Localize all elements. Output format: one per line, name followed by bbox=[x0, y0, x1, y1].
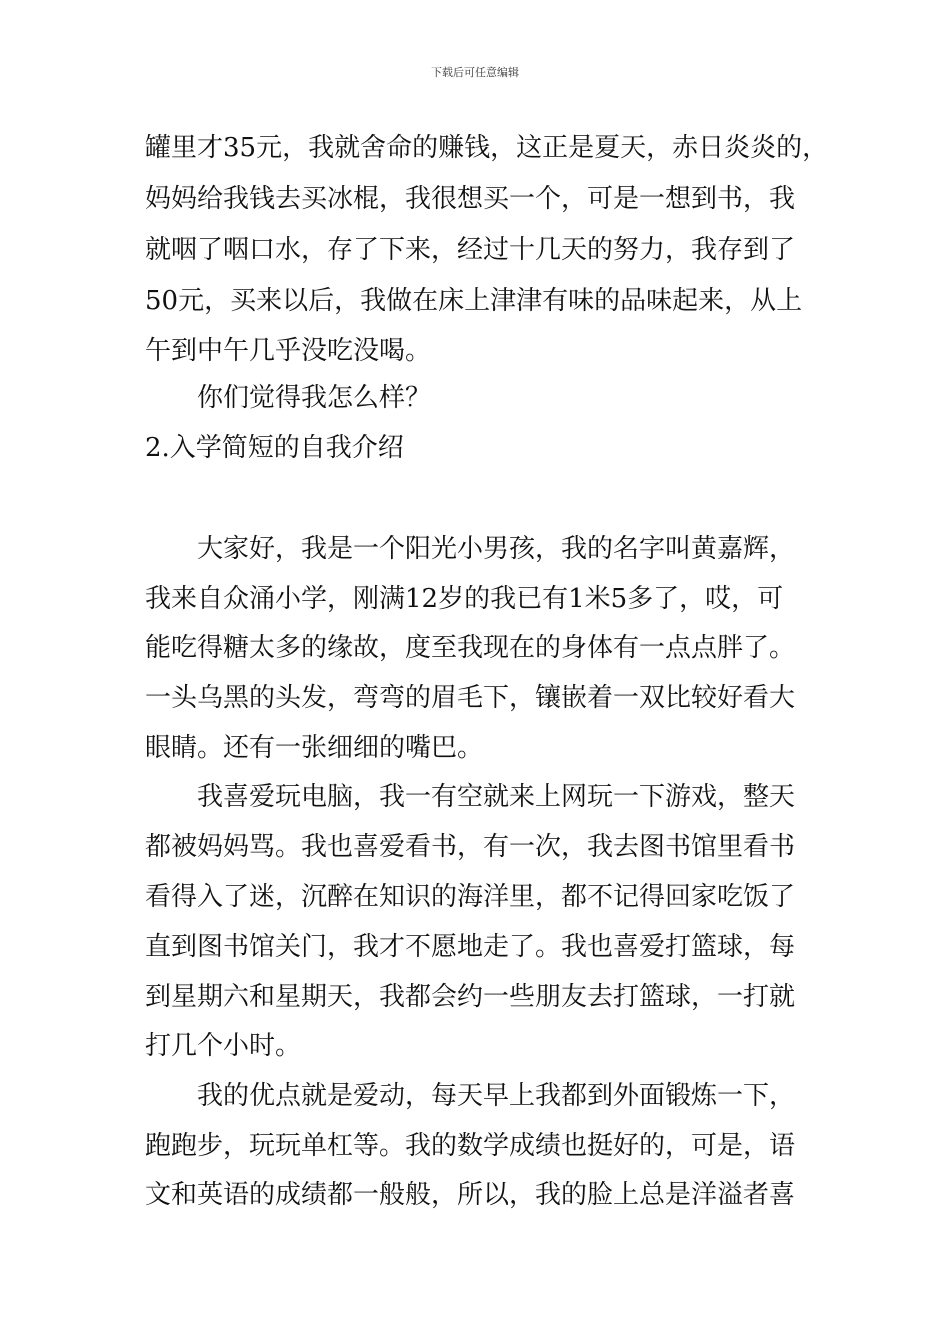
text-line: 就咽了咽口水，存了下来，经过十几天的努力，我存到了 bbox=[145, 235, 796, 265]
text-line: 看得入了迷，沉醉在知识的海洋里，都不记得回家吃饭了 bbox=[145, 882, 796, 912]
text-line: 一头乌黑的头发，弯弯的眉毛下，镶嵌着一双比较好看大 bbox=[145, 683, 796, 713]
paragraph-first-line: 你们觉得我怎么样？ bbox=[197, 383, 432, 413]
paragraph-first-line: 我喜爱玩电脑，我一有空就来上网玩一下游戏，整天 bbox=[197, 782, 796, 812]
text-line: 能吃得糖太多的缘故，度至我现在的身体有一点点胖了。 bbox=[145, 633, 796, 663]
text-line: 文和英语的成绩都一般般，所以，我的脸上总是洋溢者喜 bbox=[145, 1180, 796, 1210]
paragraph-first-line: 大家好，我是一个阳光小男孩，我的名字叫黄嘉辉， bbox=[197, 534, 796, 564]
text-line: 午到中午几乎没吃没喝。 bbox=[145, 336, 432, 366]
page-header: 下载后可任意编辑 bbox=[431, 66, 519, 79]
text-line: 妈妈给我钱去买冰棍，我很想买一个，可是一想到书，我 bbox=[145, 184, 796, 214]
text-line: 罐里才35元，我就舍命的赚钱，这正是夏天，赤日炎炎的， bbox=[145, 133, 829, 163]
text-line: 我来自众涌小学，刚满12岁的我已有1米5多了，哎，可 bbox=[145, 584, 784, 614]
paragraph-first-line: 我的优点就是爱动，每天早上我都到外面锻炼一下， bbox=[197, 1081, 796, 1111]
text-line: 跑跑步，玩玩单杠等。我的数学成绩也挺好的，可是，语 bbox=[145, 1131, 796, 1161]
text-line: 眼睛。还有一张细细的嘴巴。 bbox=[145, 733, 484, 763]
text-line: 都被妈妈骂。我也喜爱看书，有一次，我去图书馆里看书 bbox=[145, 832, 796, 862]
text-line: 直到图书馆关门，我才不愿地走了。我也喜爱打篮球，每 bbox=[145, 932, 796, 962]
section-heading: 2.入学简短的自我介绍 bbox=[145, 433, 404, 463]
text-line: 50元，买来以后，我做在床上津津有味的品味起来，从上 bbox=[145, 286, 803, 316]
text-line: 打几个小时。 bbox=[145, 1031, 302, 1061]
text-line: 到星期六和星期天，我都会约一些朋友去打篮球，一打就 bbox=[145, 982, 796, 1012]
